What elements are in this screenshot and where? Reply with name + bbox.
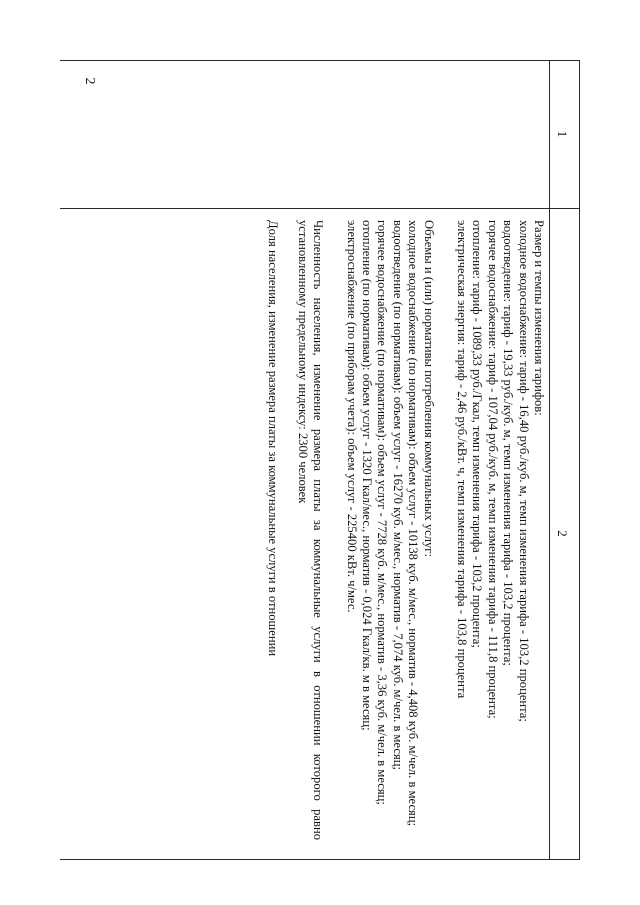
page-number: 2 bbox=[82, 77, 97, 85]
volume-line-heating: отопление (по нормативам): объем услуг - 1320 Гкал/мес., норматив - 0,024 Гкал/кв. м в месяц; bbox=[359, 220, 374, 731]
population-text: Численность населения, изменение размера платы за коммунальные услуги в отношении которого равно установленному предельному индексу: 2300 человек bbox=[295, 220, 326, 840]
table-header-divider bbox=[549, 60, 550, 860]
tariffs-heading: Размер и темпы изменения тарифов: bbox=[532, 220, 546, 416]
column-2-header: 2 bbox=[555, 530, 570, 537]
share-text: Доля населения, изменение размера платы за коммунальные услуги в отношении bbox=[266, 220, 281, 657]
tariff-line-cold-water: холодное водоснабжение: тариф - 16,40 руб./куб. м, темп изменения тарифа - 103,2 процента; bbox=[516, 220, 531, 722]
column-1-header: 1 bbox=[555, 130, 570, 138]
population-section bbox=[294, 220, 325, 840]
share-section bbox=[265, 220, 280, 840]
tariffs-section bbox=[454, 220, 546, 840]
document-sheet bbox=[60, 60, 580, 860]
volume-line-hot-water: горячее водоснабжение (по нормативам): объем услуг - 7728 куб. м/мес., норматив - 3,36 куб. м/чел. в месяц; bbox=[375, 220, 390, 805]
tariff-line-electricity: электрическая энергия: тариф - 2,46 руб./кВт. ч, темп изменения тарифа - 103,8 процента bbox=[454, 220, 469, 699]
tariff-line-hot-water: горячее водоснабжение: тариф - 107,04 руб./куб. м, темп изменения тарифа - 111,8 процента; bbox=[485, 220, 500, 719]
table-column-divider bbox=[60, 208, 580, 209]
tariff-line-sewage: водоотведение: тариф - 19,33 руб./куб. м, темп изменения тарифа - 103,2 процента; bbox=[501, 220, 516, 666]
volumes-section bbox=[343, 220, 435, 840]
table-right-border bbox=[60, 859, 580, 860]
volume-line-sewage: водоотведение (по нормативам): объем услуг - 16270 куб. м/мес., норматив - 7,074 куб. м/чел. в месяц; bbox=[390, 220, 405, 771]
volume-line-electricity: электроснабжение (по приборам учета): объем услуг - 225400 кВт. ч/мес. bbox=[344, 220, 359, 613]
tariff-line-heating: отопление: тариф - 1089,33 руб./Гкал, темп изменения тарифа - 103,2 процента; bbox=[470, 220, 485, 648]
volume-line-cold-water: холодное водоснабжение (по нормативам): объем услуг - 10138 куб. м/мес., норматив - 4,408 куб. м/чел. в месяц; bbox=[406, 220, 421, 827]
table-top-border bbox=[579, 60, 580, 860]
table-left-border bbox=[60, 60, 580, 61]
volumes-heading: Объемы и (или) нормативы потребления коммунальных услуг: bbox=[421, 220, 436, 557]
content-column bbox=[253, 220, 546, 840]
